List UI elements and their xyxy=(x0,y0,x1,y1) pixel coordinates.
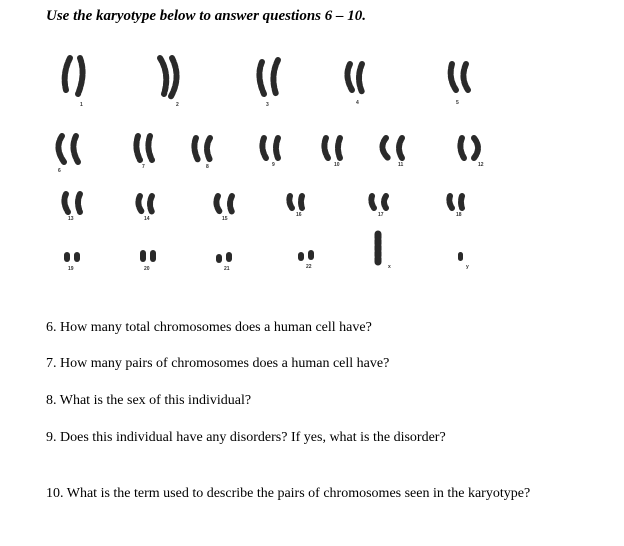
chromosome-pair-9 xyxy=(262,138,278,168)
question-7: 7. How many pairs of chromosomes does a human cell have? xyxy=(46,356,390,371)
chromosome-y xyxy=(458,252,469,270)
chromosome-pair-11 xyxy=(382,138,403,168)
chromosome-label-20: 20 xyxy=(144,266,150,272)
chromosome-pair-17 xyxy=(371,196,386,218)
chromosome-label-11: 11 xyxy=(398,162,404,168)
chromosome-pair-12 xyxy=(460,138,483,168)
chromosome-pair-18 xyxy=(449,196,462,218)
chromosome-pair-14 xyxy=(138,196,152,222)
chromosome-label-14: 14 xyxy=(144,216,150,222)
chromosome-pair-8 xyxy=(194,138,210,170)
chromosome-label-4: 4 xyxy=(356,100,359,106)
chromosome-pair-7 xyxy=(136,136,152,170)
chromosome-pair-21 xyxy=(216,252,232,272)
chromosome-pair-3 xyxy=(259,60,278,108)
chromosome-pair-1 xyxy=(65,58,83,108)
chromosome-pair-15 xyxy=(216,196,232,222)
chromosome-label-x: x xyxy=(388,264,391,270)
chromosome-pair-20 xyxy=(140,250,156,272)
chromosome-label-19: 19 xyxy=(68,266,74,272)
chromosome-label-8: 8 xyxy=(206,164,209,170)
chromosome-label-22: 22 xyxy=(306,264,312,270)
worksheet-heading: Use the karyotype below to answer questions 6 – 10. xyxy=(46,8,367,24)
chromosome-label-1: 1 xyxy=(80,102,83,108)
chromosome-label-9: 9 xyxy=(272,162,275,168)
question-8: 8. What is the sex of this individual? xyxy=(46,393,252,408)
chromosome-label-13: 13 xyxy=(68,216,74,222)
chromosome-label-3: 3 xyxy=(266,102,269,108)
question-10: 10. What is the term used to describe the pairs of chromosomes seen in the karyotype? xyxy=(46,486,531,501)
chromosome-label-12: 12 xyxy=(478,162,484,168)
chromosome-label-16: 16 xyxy=(296,212,302,218)
chromosome-label-17: 17 xyxy=(378,212,384,218)
chromosome-label-18: 18 xyxy=(456,212,462,218)
chromosome-label-6: 6 xyxy=(58,168,61,174)
question-6: 6. How many total chromosomes does a human cell have? xyxy=(46,320,372,335)
chromosome-label-10: 10 xyxy=(334,162,340,168)
chromosome-pair-19 xyxy=(64,252,80,272)
chromosome-pair-2 xyxy=(160,58,179,108)
chromosome-pair-10 xyxy=(324,138,340,168)
chromosome-label-21: 21 xyxy=(224,266,230,272)
chromosome-label-7: 7 xyxy=(142,164,145,170)
chromosome-label-15: 15 xyxy=(222,216,228,222)
chromosome-pair-13 xyxy=(64,194,80,222)
chromosome-pair-22 xyxy=(298,250,314,270)
question-9: 9. Does this individual have any disorders? If yes, what is the disorder? xyxy=(46,430,446,445)
chromosome-pair-16 xyxy=(289,196,302,218)
karyotype-image xyxy=(0,36,624,296)
chromosome-x xyxy=(378,234,391,270)
chromosome-pair-6 xyxy=(58,136,78,174)
chromosome-label-5: 5 xyxy=(456,100,459,106)
chromosome-pair-5 xyxy=(451,64,468,106)
chromosome-pair-4 xyxy=(347,64,362,106)
chromosome-label-y: y xyxy=(466,264,469,270)
chromosome-label-2: 2 xyxy=(176,102,179,108)
